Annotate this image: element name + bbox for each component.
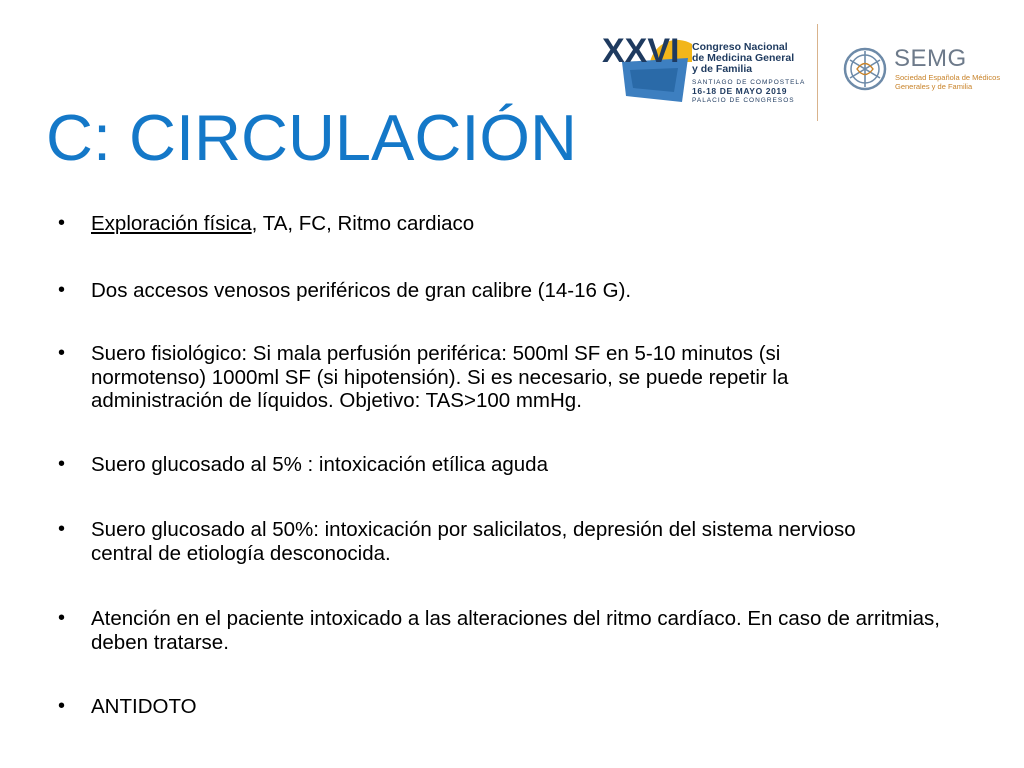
congress-name-line: Congreso Nacional xyxy=(692,41,788,53)
bullet-item xyxy=(58,279,958,303)
semg-fullname-line: Sociedad Española de Médicos xyxy=(895,73,1001,82)
bullet-marker: • xyxy=(58,607,66,629)
bullet-text: Atención en el paciente intoxicado a las alteraciones del ritmo cardíaco. En caso de arritmias, deben tratarse. xyxy=(91,607,940,654)
bullet-text: Suero glucosado al 50%: intoxicación por salicilatos, depresión del sistema nervioso central de etiología desconocida. xyxy=(91,518,856,565)
congress-name-line: y de Familia xyxy=(692,63,753,75)
bullet-text: Suero glucosado al 5% : intoxicación etílica aguda xyxy=(91,453,548,476)
bullet-text: Suero fisiológico: Si mala perfusión periférica: 500ml SF en 5-10 minutos (si normotenso) 1000ml SF (si hipotensión). Si es necesario, se puede repetir la administración de líquidos. Objetivo: TAS>100 mmHg. xyxy=(91,342,789,412)
bullet-item xyxy=(58,518,898,565)
semg-fullname xyxy=(895,73,1000,91)
logo-divider xyxy=(817,24,818,121)
bullet-item xyxy=(58,695,958,719)
congress-numeral: XXVI xyxy=(602,32,680,70)
bullet-item xyxy=(58,342,888,413)
bullet-text xyxy=(91,212,958,236)
underlined-term: Exploración física xyxy=(91,212,252,235)
bullet-marker: • xyxy=(58,518,66,540)
bullet-marker: • xyxy=(58,695,66,717)
congress-venue: PALACIO DE CONGRESOS xyxy=(692,97,795,104)
congress-name xyxy=(692,42,794,75)
bullet-text: Dos accesos venosos periféricos de gran calibre (14-16 G). xyxy=(91,279,632,302)
semg-logo xyxy=(842,45,1001,98)
congress-location: SANTIAGO DE COMPOSTELA xyxy=(692,79,806,86)
congress-name-line: de Medicina General xyxy=(692,52,795,64)
bullet-marker: • xyxy=(58,279,66,301)
congress-dates: 16-18 DE MAYO 2019 xyxy=(692,86,788,96)
congress-logo xyxy=(600,22,806,112)
congress-details xyxy=(692,78,805,105)
bullet-text: ANTIDOTO xyxy=(91,695,197,718)
bullet-marker: • xyxy=(58,342,66,364)
bullet-item xyxy=(58,212,958,236)
bullet-marker: • xyxy=(58,212,66,234)
semg-acronym: SEMG xyxy=(894,45,967,72)
bullet-marker: • xyxy=(58,453,66,475)
semg-emblem-icon xyxy=(842,46,888,92)
congress-emblem-icon xyxy=(600,22,692,112)
bullet-item xyxy=(58,607,958,654)
semg-fullname-line: Generales y de Familia xyxy=(895,82,973,91)
bullet-item xyxy=(58,453,958,477)
slide-title: C: CIRCULACIÓN xyxy=(46,101,577,174)
bullet-text-rest: , TA, FC, Ritmo cardiaco xyxy=(251,212,475,235)
